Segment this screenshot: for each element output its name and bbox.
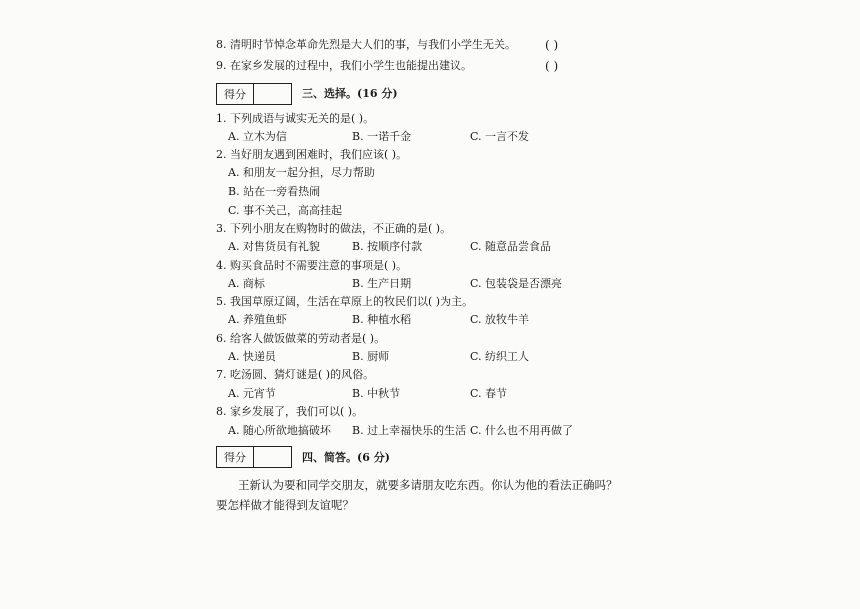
section4-title: 四、简答。(6 分) — [302, 451, 390, 464]
short-answer-question-line2: 要怎样做才能得到友谊呢？ — [216, 498, 354, 512]
question-3-option-b: B. 按顺序付款 — [352, 240, 423, 253]
question-6-option-b: B. 厨师 — [352, 350, 390, 363]
question-8-stem: 8. 家乡发展了，我们可以( )。 — [216, 405, 364, 418]
judgment-answer-paren-8[interactable]: ( ) — [545, 38, 559, 52]
question-3-option-c: C. 随意品尝食品 — [470, 240, 552, 253]
question-4-option-c: C. 包装袋是否漂亮 — [470, 277, 563, 290]
question-7-option-b: B. 中秋节 — [352, 387, 401, 400]
question-3-option-a: A. 对售货员有礼貌 — [228, 240, 320, 253]
question-7-stem: 7. 吃汤圆、猜灯谜是( )的风俗。 — [216, 368, 375, 381]
question-5-option-a: A. 养殖鱼虾 — [228, 313, 287, 326]
judgment-item-8: 8. 清明时节悼念革命先烈是大人们的事，与我们小学生无关。 — [216, 38, 516, 51]
score-box-section4 — [216, 446, 292, 468]
short-answer-question-line1: 王新认为要和同学交朋友，就要多请朋友吃东西。你认为他的看法正确吗？ — [238, 478, 618, 492]
question-6-stem: 6. 给客人做饭做菜的劳动者是( )。 — [216, 332, 386, 345]
score-entry-field[interactable] — [254, 447, 291, 467]
question-5-option-c: C. 放牧牛羊 — [470, 313, 530, 326]
score-box-section3 — [216, 83, 292, 105]
question-1-option-c: C. 一言不发 — [470, 130, 530, 143]
question-7-option-a: A. 元宵节 — [228, 387, 276, 400]
question-3-stem: 3. 下列小朋友在购物时的做法，不正确的是( )。 — [216, 222, 452, 235]
question-2-option-c: C. 事不关己，高高挂起 — [228, 204, 343, 217]
question-1-stem: 1. 下列成语与诚实无关的是( )。 — [216, 112, 375, 125]
score-label: 得分 — [217, 84, 254, 104]
question-7-option-c: C. 春节 — [470, 387, 508, 400]
section3-title: 三、选择。(16 分) — [302, 87, 398, 100]
question-4-stem: 4. 购买食品时不需要注意的事项是( )。 — [216, 259, 408, 272]
judgment-item-9: 9. 在家乡发展的过程中，我们小学生也能提出建议。 — [216, 59, 472, 72]
question-4-option-a: A. 商标 — [228, 277, 265, 290]
question-2-option-b: B. 站在一旁看热闹 — [228, 185, 321, 198]
judgment-answer-paren-9[interactable]: ( ) — [545, 59, 559, 73]
question-2-stem: 2. 当好朋友遇到困难时，我们应该( )。 — [216, 148, 408, 161]
question-2-option-a: A. 和朋友一起分担，尽力帮助 — [228, 166, 375, 179]
question-5-stem: 5. 我国草原辽阔，生活在草原上的牧民们以( )为主。 — [216, 295, 474, 308]
question-6-option-a: A. 快递员 — [228, 350, 276, 363]
score-entry-field[interactable] — [254, 84, 291, 104]
question-8-option-a: A. 随心所欲地搞破坏 — [228, 424, 331, 437]
question-1-option-b: B. 一诺千金 — [352, 130, 412, 143]
question-5-option-b: B. 种植水稻 — [352, 313, 412, 326]
question-6-option-c: C. 纺织工人 — [470, 350, 530, 363]
question-4-option-b: B. 生产日期 — [352, 277, 412, 290]
score-label: 得分 — [217, 447, 254, 467]
question-8-option-b: B. 过上幸福快乐的生活 — [352, 424, 467, 437]
question-8-option-c: C. 什么也不用再做了 — [470, 424, 574, 437]
question-1-option-a: A. 立木为信 — [228, 130, 287, 143]
answer-area[interactable] — [216, 520, 596, 590]
